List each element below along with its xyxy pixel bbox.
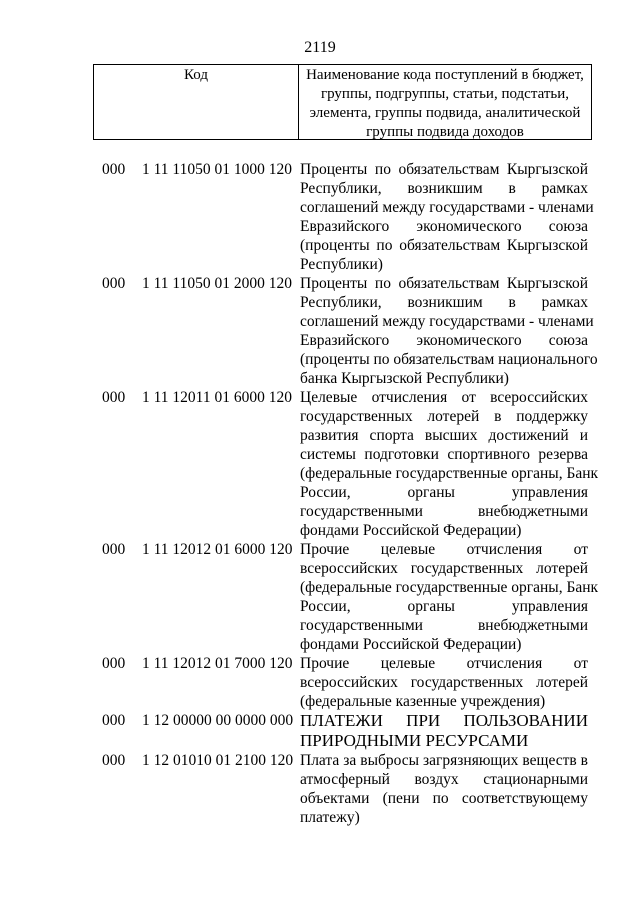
name-line: Евразийского экономического союза bbox=[300, 332, 588, 349]
name-line: всероссийских государственных лотерей bbox=[300, 560, 588, 577]
name-line: России, органы управления bbox=[300, 598, 588, 615]
admin-code: 000 bbox=[102, 161, 126, 178]
income-code: 1 11 11050 01 2000 120 bbox=[142, 275, 292, 292]
name-line: ПРИРОДНЫМИ РЕСУРСАМИ bbox=[300, 731, 529, 750]
admin-code: 000 bbox=[102, 541, 126, 558]
name-line: Республики, возникшим в рамках bbox=[300, 180, 588, 197]
name-line: России, органы управления bbox=[300, 484, 588, 501]
name-line: соглашений между государствами - членами bbox=[300, 199, 594, 216]
name-line: Республики) bbox=[300, 256, 383, 273]
header-name-column: Наименование кода поступлений в бюджет, группы, подгруппы, статьи, подстатьи, элемента, группы подвида, аналитической группы подвида доходов bbox=[306, 67, 584, 140]
header-code-column: Код bbox=[94, 65, 299, 139]
income-code: 1 11 11050 01 1000 120 bbox=[142, 161, 292, 178]
name-line: (федеральные государственные органы, Банк bbox=[300, 579, 599, 596]
name-line: атмосферный воздух стационарными bbox=[300, 771, 588, 788]
income-code: 1 12 01010 01 2100 120 bbox=[142, 752, 294, 769]
admin-code: 000 bbox=[102, 752, 126, 769]
name-line: Прочие целевые отчисления от bbox=[300, 655, 588, 672]
table-row bbox=[0, 160, 640, 274]
table-row bbox=[0, 654, 640, 711]
name-line: государственными внебюджетными bbox=[300, 503, 588, 520]
table-row bbox=[0, 274, 640, 388]
admin-code: 000 bbox=[102, 275, 126, 292]
income-codes-list bbox=[0, 160, 640, 827]
name-line: Евразийского экономического союза bbox=[300, 218, 588, 235]
income-code: 1 12 00000 00 0000 000 bbox=[142, 712, 294, 729]
page-number: 2119 bbox=[304, 39, 336, 56]
name-line: (федеральные казенные учреждения) bbox=[300, 693, 546, 710]
income-name bbox=[300, 751, 588, 827]
income-code: 1 11 12011 01 6000 120 bbox=[142, 389, 292, 406]
income-code: 1 11 12012 01 6000 120 bbox=[142, 541, 293, 558]
name-line: фондами Российской Федерации) bbox=[300, 636, 522, 653]
income-code: 1 11 12012 01 7000 120 bbox=[142, 655, 293, 672]
table-row bbox=[0, 711, 640, 751]
admin-code: 000 bbox=[102, 712, 126, 729]
name-line: соглашений между государствами - членами bbox=[300, 313, 594, 330]
table-row bbox=[0, 751, 640, 827]
name-line: Проценты по обязательствам Кыргызской bbox=[300, 161, 588, 178]
name-line: ПЛАТЕЖИ ПРИ ПОЛЬЗОВАНИИ bbox=[300, 711, 588, 730]
income-name bbox=[300, 274, 598, 388]
name-line: фондами Российской Федерации) bbox=[300, 522, 522, 539]
name-line: государственных лотерей в поддержку bbox=[300, 408, 588, 425]
name-line: (проценты по обязательствам национального bbox=[300, 351, 598, 368]
admin-code: 000 bbox=[102, 389, 126, 406]
name-line: всероссийских государственных лотерей bbox=[300, 674, 588, 691]
name-line: Прочие целевые отчисления от bbox=[300, 541, 588, 558]
income-name bbox=[300, 654, 588, 711]
name-line: Республики, возникшим в рамках bbox=[300, 294, 588, 311]
name-line: (проценты по обязательствам Кыргызской bbox=[300, 237, 588, 254]
name-line: развития спорта высших достижений и bbox=[300, 427, 588, 444]
admin-code: 000 bbox=[102, 655, 126, 672]
name-line: платежу) bbox=[300, 809, 360, 826]
table-row bbox=[0, 388, 640, 540]
income-name bbox=[300, 540, 599, 654]
income-name bbox=[300, 388, 599, 540]
income-name bbox=[300, 160, 594, 274]
name-line: банка Кыргызской Республики) bbox=[300, 370, 509, 387]
table-header bbox=[93, 64, 592, 140]
name-line: Плата за выбросы загрязняющих веществ в bbox=[300, 752, 588, 769]
name-line: Проценты по обязательствам Кыргызской bbox=[300, 275, 588, 292]
table-row bbox=[0, 540, 640, 654]
income-name bbox=[300, 711, 588, 751]
name-line: системы подготовки спортивного резерва bbox=[300, 446, 588, 463]
name-line: объектами (пени по соответствующему bbox=[300, 790, 588, 807]
name-line: Целевые отчисления от всероссийских bbox=[300, 389, 588, 406]
name-line: государственными внебюджетными bbox=[300, 617, 588, 634]
name-line: (федеральные государственные органы, Банк bbox=[300, 465, 599, 482]
